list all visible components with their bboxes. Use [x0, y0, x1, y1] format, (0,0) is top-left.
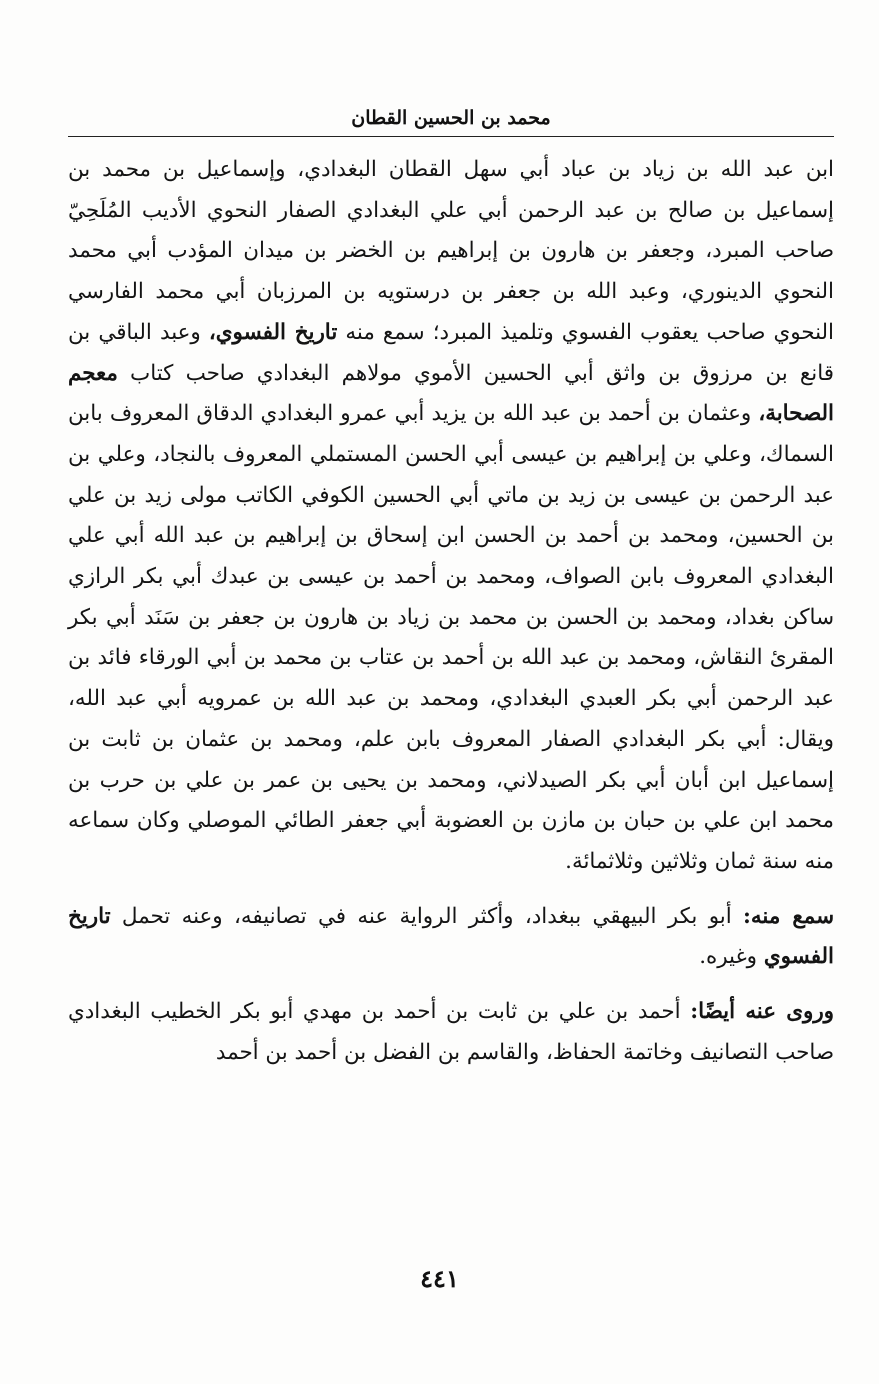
header-rule: [68, 136, 834, 137]
main-text: [68, 150, 834, 1073]
text-run: ابن عبد الله بن زياد بن عباد أبي سهل القطان البغدادي، وإسماعيل بن محمد بن إسماعيل بن صالح بن عبد الرحمن أبي علي البغدادي الصفار النحوي الأديب المُلَحِيّ صاحب المبرد، وجعفر بن هارون بن إبراهيم بن الخضر بن ميدان المؤدب أبي محمد النحوي الدينوري، وعبد الله بن جعفر بن درستويه بن المرزبان أبي محمد الفارسي النحوي صاحب يعقوب الفسوي وتلميذ المبرد؛ سمع منه: [68, 157, 835, 345]
paragraph-also-narrated: [68, 992, 834, 1073]
running-head-title: محمد بن الحسين القطان: [351, 107, 551, 129]
section-label: وروى عنه أيضًا:: [690, 999, 834, 1025]
text-run: أبو بكر البيهقي ببغداد، وأكثر الرواية عنه في تصانيفه، وعنه تحمل: [110, 903, 744, 929]
bold-book-title: تاريخ الفسوي: [68, 903, 834, 970]
paragraph-heard-from-him: [68, 897, 834, 978]
bold-book-title: معجم الصحابة،: [68, 360, 834, 427]
text-run: أحمد بن علي بن ثابت بن أحمد بن مهدي أبو بكر الخطيب البغدادي صاحب التصانيف وخاتمة الحفاظ، والقاسم بن الفضل بن أحمد بن أحمد: [68, 999, 834, 1065]
text-run: وعثمان بن أحمد بن عبد الله بن يزيد أبي عمرو البغدادي الدقاق المعروف بابن السماك، وعلي بن إبراهيم بن عيسى أبي الحسن المستملي المعروف بالنجاد، وعلي بن عبد الرحمن بن عيسى بن زيد بن ماتي أبي الحسين الكوفي الكاتب مولى زيد بن علي بن الحسين، ومحمد بن أحمد بن الحسن ابن إسحاق بن إبراهيم بن عبد الله أبي علي البغدادي المعروف بابن الصواف، ومحمد بن أحمد بن عيسى بن عبدك أبي بكر الرازي ساكن بغداد، ومحمد بن الحسن بن محمد بن زياد بن هارون بن جعفر بن سَنَد أبي بكر المقرئ النقاش، ومحمد بن عبد الله بن أحمد بن عتاب بن محمد بن أبي الورقاء فائد بن عبد الرحمن أبي بكر العبدي البغدادي، ومحمد بن عبد الله بن عمرويه أبي عبد الله، ويقال: أبي بكر البغدادي الصفار المعروف بابن علم، ومحمد بن عثمان بن ثابت بن إسماعيل ابن أبان أبي بكر الصيدلاني، ومحمد بن يحيى بن عمر بن علي بن حرب بن محمد ابن علي بن حبان بن مازن بن العضوبة أبي جعفر الطائي الموصلي وكان سماعه منه سنة ثمان وثلاثين وثلاثمائة.: [68, 401, 834, 874]
section-label: سمع منه:: [743, 903, 834, 929]
page-number: ٤٤١: [420, 1264, 459, 1293]
text-run: وغيره.: [699, 944, 764, 970]
text-run: وعبد الباقي بن قانع بن مرزوق بن واثق أبي الحسين الأموي مولاهم البغدادي صاحب كتاب: [68, 319, 834, 386]
paragraph-teachers: [68, 150, 834, 883]
bold-book-title: تاريخ الفسوي،: [208, 319, 338, 345]
